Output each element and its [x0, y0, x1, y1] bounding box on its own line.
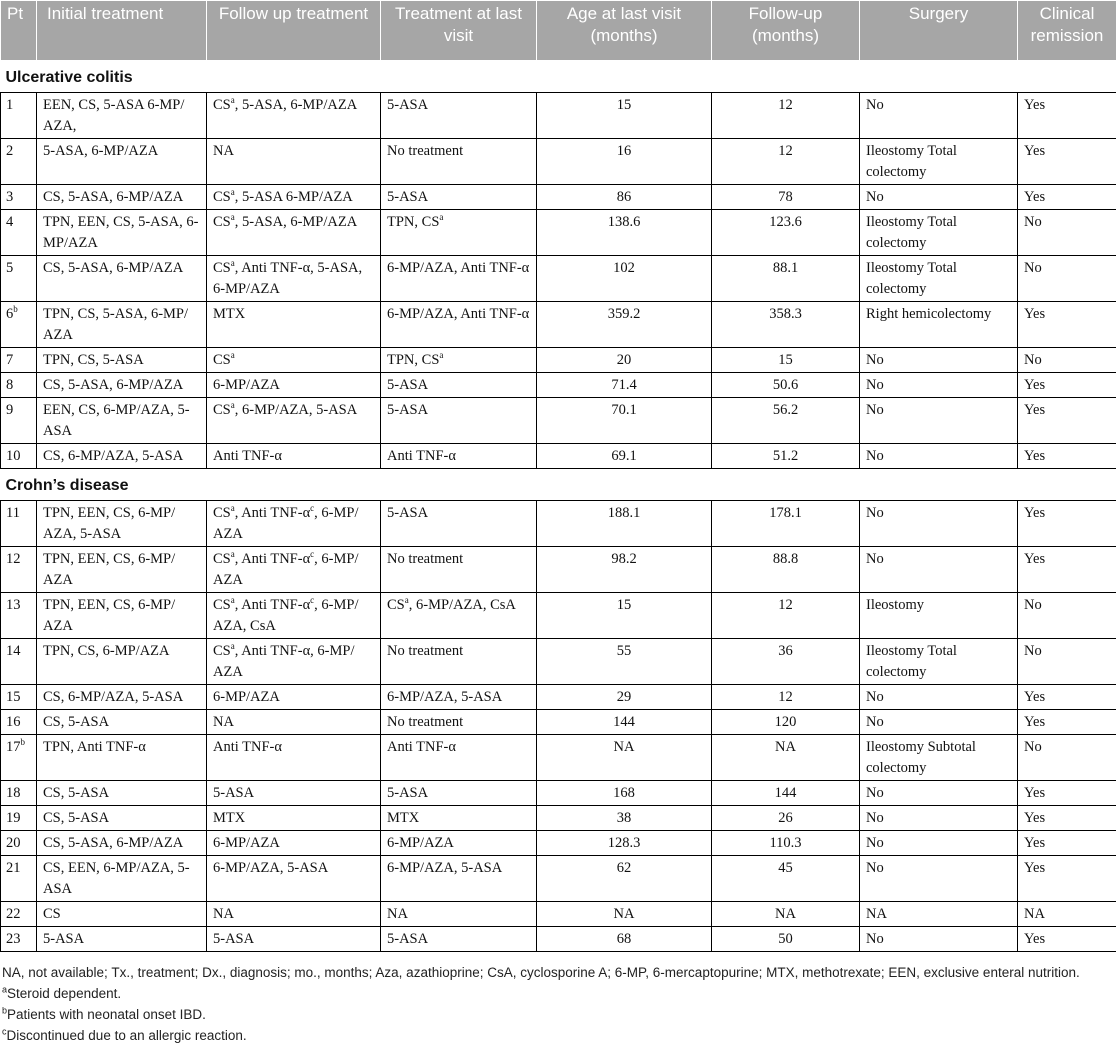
cell-follow: NA: [207, 902, 381, 927]
table-row: [1, 444, 1116, 469]
cell-pt: 16: [1, 710, 37, 735]
cell-age: 86: [537, 185, 712, 210]
cell-surgery: Right hemicolectomy: [860, 302, 1018, 348]
cell-initial: TPN, EEN, CS, 6-MP/ AZA: [37, 547, 207, 593]
cell-fu: 78: [712, 185, 860, 210]
table-row: [1, 210, 1116, 256]
footnote-marker: a: [439, 212, 444, 223]
footnote-marker: a: [230, 400, 235, 411]
cell-age: 144: [537, 710, 712, 735]
cell-initial: TPN, CS, 5-ASA, 6-MP/ AZA: [37, 302, 207, 348]
cell-age: 71.4: [537, 373, 712, 398]
footnote-text: NA, not available; Tx., treatment; Dx., diagnosis; mo., months; Aza, azathioprine; CsA, cyclosporine A; 6-MP, 6-mercaptopurine; MTX, methotrexate; EEN, exclusive enteral nutrition.: [2, 965, 1080, 980]
table-row: [1, 639, 1116, 685]
cell-surgery: Ileostomy Total colectomy: [860, 210, 1018, 256]
cell-pt: 20: [1, 831, 37, 856]
cell-remission: Yes: [1018, 856, 1116, 902]
cell-remission: No: [1018, 256, 1116, 302]
cell-age: 62: [537, 856, 712, 902]
footnote: [2, 1004, 1114, 1025]
footnote-marker: a: [230, 503, 235, 514]
footnote-marker: a: [439, 350, 444, 361]
cell-initial: CS, 5-ASA: [37, 806, 207, 831]
cell-follow: NA: [207, 139, 381, 185]
cell-initial: EEN, CS, 5-ASA 6-MP/ AZA,: [37, 93, 207, 139]
table-row: [1, 302, 1116, 348]
cell-age: 69.1: [537, 444, 712, 469]
cell-surgery: No: [860, 547, 1018, 593]
footnote-mark: a: [2, 984, 8, 995]
footnote-marker: b: [13, 304, 18, 315]
cell-fu: 36: [712, 639, 860, 685]
col-header-follow-up-treatment: Follow up treatment: [207, 1, 381, 61]
cell-last: $CS^a$, 6-MP/AZA, CsA: [381, 593, 537, 639]
cell-initial: TPN, EEN, CS, 5-ASA, 6-MP/AZA: [37, 210, 207, 256]
table-header: [1, 1, 1116, 61]
cell-last: Anti TNF-α: [381, 444, 537, 469]
table-row: [1, 93, 1116, 139]
cell-follow: Anti TNF-α: [207, 444, 381, 469]
cell-follow: MTX: [207, 302, 381, 348]
col-header-clinical-remission: Clinical remission: [1018, 1, 1116, 61]
cell-remission: Yes: [1018, 927, 1116, 952]
cell-age: 188.1: [537, 501, 712, 547]
cell-surgery: No: [860, 501, 1018, 547]
cell-initial: TPN, CS, 6-MP/AZA: [37, 639, 207, 685]
cell-fu: NA: [712, 902, 860, 927]
footnote-marker: a: [230, 187, 235, 198]
cell-pt: 3: [1, 185, 37, 210]
cell-age: 138.6: [537, 210, 712, 256]
col-header-initial-treatment: Initial treatment: [37, 1, 207, 61]
cell-pt: 8: [1, 373, 37, 398]
cell-surgery: No: [860, 831, 1018, 856]
cell-surgery: NA: [860, 902, 1018, 927]
table-row: [1, 501, 1116, 547]
footnote-marker: a: [230, 595, 235, 606]
cell-pt: 21: [1, 856, 37, 902]
cell-age: 70.1: [537, 398, 712, 444]
cell-follow: NA: [207, 710, 381, 735]
cell-follow: $CS^a$, 5-ASA 6-MP/AZA: [207, 185, 381, 210]
cell-follow: $CS^a$, 6-MP/AZA, 5-ASA: [207, 398, 381, 444]
cell-initial: CS, 5-ASA, 6-MP/AZA: [37, 373, 207, 398]
cell-last: No treatment: [381, 547, 537, 593]
header-row: [1, 1, 1116, 61]
cell-remission: No: [1018, 735, 1116, 781]
cell-age: 29: [537, 685, 712, 710]
cell-fu: 12: [712, 139, 860, 185]
footnote-marker: a: [230, 258, 235, 269]
cell-pt: 19: [1, 806, 37, 831]
cell-pt: 1: [1, 93, 37, 139]
cell-remission: Yes: [1018, 806, 1116, 831]
col-header-surgery: Surgery: [860, 1, 1018, 61]
cell-fu: 50: [712, 927, 860, 952]
cell-follow: 6-MP/AZA: [207, 831, 381, 856]
cell-age: NA: [537, 902, 712, 927]
cell-pt: 4: [1, 210, 37, 256]
cell-follow: $CS^a$: [207, 348, 381, 373]
cell-remission: Yes: [1018, 831, 1116, 856]
cell-follow: 6-MP/AZA: [207, 685, 381, 710]
cell-last: 6-MP/AZA, Anti TNF-α: [381, 302, 537, 348]
cell-age: 168: [537, 781, 712, 806]
cell-pt: 22: [1, 902, 37, 927]
cell-surgery: No: [860, 398, 1018, 444]
cell-pt: 10: [1, 444, 37, 469]
cell-last: NA: [381, 902, 537, 927]
cell-age: 55: [537, 639, 712, 685]
cell-pt: 18: [1, 781, 37, 806]
cell-fu: 120: [712, 710, 860, 735]
cell-last: 6-MP/AZA, 5-ASA: [381, 856, 537, 902]
cell-age: 38: [537, 806, 712, 831]
section-title: Ulcerative colitis: [1, 61, 1116, 93]
cell-follow: MTX: [207, 806, 381, 831]
footnote-text: Discontinued due to an allergic reaction.: [6, 1028, 247, 1043]
cell-pt: 17$^b$: [1, 735, 37, 781]
cell-age: 128.3: [537, 831, 712, 856]
cell-pt: 7: [1, 348, 37, 373]
cell-initial: CS: [37, 902, 207, 927]
table-row: [1, 593, 1116, 639]
cell-age: 15: [537, 93, 712, 139]
footnote: [2, 1025, 1114, 1046]
cell-pt: 5: [1, 256, 37, 302]
cell-pt: 9: [1, 398, 37, 444]
footnote-mark: c: [2, 1026, 7, 1037]
cell-fu: 12: [712, 593, 860, 639]
cell-surgery: Ileostomy Total colectomy: [860, 639, 1018, 685]
cell-age: NA: [537, 735, 712, 781]
cell-follow: 5-ASA: [207, 927, 381, 952]
section-header-row: [1, 469, 1116, 501]
cell-surgery: Ileostomy: [860, 593, 1018, 639]
table-row: [1, 710, 1116, 735]
cell-initial: CS, 5-ASA, 6-MP/AZA: [37, 256, 207, 302]
cell-pt: 6$^b$: [1, 302, 37, 348]
table-row: [1, 139, 1116, 185]
cell-remission: No: [1018, 348, 1116, 373]
cell-last: 6-MP/AZA: [381, 831, 537, 856]
cell-fu: 88.1: [712, 256, 860, 302]
table-body: [1, 61, 1116, 952]
cell-remission: Yes: [1018, 710, 1116, 735]
cell-remission: No: [1018, 639, 1116, 685]
footnote-marker: b: [20, 737, 25, 748]
cell-surgery: No: [860, 685, 1018, 710]
cell-initial: 5-ASA: [37, 927, 207, 952]
cell-initial: TPN, Anti TNF-α: [37, 735, 207, 781]
cell-last: 5-ASA: [381, 398, 537, 444]
cell-last: 5-ASA: [381, 93, 537, 139]
cell-fu: NA: [712, 735, 860, 781]
cell-last: TPN, $CS^a$: [381, 348, 537, 373]
cell-remission: Yes: [1018, 398, 1116, 444]
cell-last: 5-ASA: [381, 927, 537, 952]
table-row: [1, 927, 1116, 952]
cell-surgery: No: [860, 348, 1018, 373]
footnote: [2, 983, 1114, 1004]
cell-fu: 123.6: [712, 210, 860, 256]
cell-remission: Yes: [1018, 93, 1116, 139]
cell-age: 68: [537, 927, 712, 952]
cell-remission: Yes: [1018, 139, 1116, 185]
cell-fu: 15: [712, 348, 860, 373]
table-row: [1, 781, 1116, 806]
cell-pt: 23: [1, 927, 37, 952]
cell-surgery: No: [860, 927, 1018, 952]
footnote-marker: a: [230, 641, 235, 652]
cell-surgery: No: [860, 93, 1018, 139]
cell-follow: $CS^a$, Anti TNF-$\alpha^c$, 6-MP/ AZA: [207, 501, 381, 547]
footnote-marker: c: [310, 595, 315, 606]
cell-initial: CS, 5-ASA: [37, 710, 207, 735]
cell-surgery: No: [860, 444, 1018, 469]
cell-last: 5-ASA: [381, 373, 537, 398]
footnote-marker: a: [230, 350, 235, 361]
table-row: [1, 806, 1116, 831]
cell-last: 5-ASA: [381, 185, 537, 210]
cell-surgery: No: [860, 373, 1018, 398]
cell-last: No treatment: [381, 710, 537, 735]
cell-fu: 56.2: [712, 398, 860, 444]
cell-follow: 6-MP/AZA, 5-ASA: [207, 856, 381, 902]
cell-fu: 51.2: [712, 444, 860, 469]
cell-fu: 88.8: [712, 547, 860, 593]
cell-last: MTX: [381, 806, 537, 831]
cell-pt: 11: [1, 501, 37, 547]
col-header-pt: Pt: [1, 1, 37, 61]
cell-initial: CS, 5-ASA, 6-MP/AZA: [37, 831, 207, 856]
cell-last: 5-ASA: [381, 781, 537, 806]
table-row: [1, 735, 1116, 781]
cell-surgery: Ileostomy Total colectomy: [860, 139, 1018, 185]
cell-remission: Yes: [1018, 444, 1116, 469]
cell-last: 6-MP/AZA, 5-ASA: [381, 685, 537, 710]
footnote-marker: a: [230, 95, 235, 106]
cell-follow: $CS^a$, 5-ASA, 6-MP/AZA: [207, 93, 381, 139]
footnote-marker: a: [404, 595, 409, 606]
cell-follow: $CS^a$, Anti TNF-$\alpha^c$, 6-MP/ AZA: [207, 547, 381, 593]
table-row: [1, 398, 1116, 444]
footnote-marker: a: [230, 212, 235, 223]
cell-initial: CS, EEN, 6-MP/AZA, 5- ASA: [37, 856, 207, 902]
cell-fu: 110.3: [712, 831, 860, 856]
footnote: [2, 962, 1114, 983]
footnote-marker: c: [310, 549, 315, 560]
cell-surgery: No: [860, 710, 1018, 735]
cell-remission: Yes: [1018, 501, 1116, 547]
cell-fu: 50.6: [712, 373, 860, 398]
cell-initial: EEN, CS, 6-MP/AZA, 5- ASA: [37, 398, 207, 444]
table-row: [1, 547, 1116, 593]
cell-age: 20: [537, 348, 712, 373]
cell-surgery: No: [860, 781, 1018, 806]
cell-follow: Anti TNF-α: [207, 735, 381, 781]
cell-last: 5-ASA: [381, 501, 537, 547]
cell-last: TPN, $CS^a$: [381, 210, 537, 256]
section-header-row: [1, 61, 1116, 93]
col-header-treatment-last-visit: Treatment at last visit: [381, 1, 537, 61]
cell-fu: 358.3: [712, 302, 860, 348]
section-title: Crohn’s disease: [1, 469, 1116, 501]
table-row: [1, 185, 1116, 210]
cell-fu: 178.1: [712, 501, 860, 547]
cell-follow: $CS^a$, 5-ASA, 6-MP/AZA: [207, 210, 381, 256]
cell-pt: 14: [1, 639, 37, 685]
cell-initial: 5-ASA, 6-MP/AZA: [37, 139, 207, 185]
cell-pt: 2: [1, 139, 37, 185]
cell-remission: Yes: [1018, 302, 1116, 348]
table-row: [1, 856, 1116, 902]
cell-remission: Yes: [1018, 547, 1116, 593]
cell-remission: Yes: [1018, 373, 1116, 398]
cell-pt: 15: [1, 685, 37, 710]
cell-follow: $CS^a$, Anti TNF-α, 5-ASA, 6-MP/AZA: [207, 256, 381, 302]
cell-fu: 26: [712, 806, 860, 831]
cell-initial: CS, 6-MP/AZA, 5-ASA: [37, 685, 207, 710]
cell-last: 6-MP/AZA, Anti TNF-α: [381, 256, 537, 302]
cell-age: 98.2: [537, 547, 712, 593]
cell-initial: CS, 5-ASA: [37, 781, 207, 806]
cell-remission: Yes: [1018, 185, 1116, 210]
cell-surgery: No: [860, 856, 1018, 902]
table-row: [1, 831, 1116, 856]
table-row: [1, 902, 1116, 927]
col-header-age-last-visit: Age at last visit (months): [537, 1, 712, 61]
cell-initial: CS, 5-ASA, 6-MP/AZA: [37, 185, 207, 210]
cell-surgery: No: [860, 185, 1018, 210]
cell-age: 15: [537, 593, 712, 639]
table-row: [1, 373, 1116, 398]
footnote-marker: a: [230, 549, 235, 560]
cell-remission: NA: [1018, 902, 1116, 927]
cell-fu: 12: [712, 93, 860, 139]
cell-surgery: Ileostomy Total colectomy: [860, 256, 1018, 302]
cell-last: No treatment: [381, 139, 537, 185]
cell-fu: 144: [712, 781, 860, 806]
cell-follow: 5-ASA: [207, 781, 381, 806]
cell-initial: TPN, EEN, CS, 6-MP/ AZA: [37, 593, 207, 639]
cell-follow: $CS^a$, Anti TNF-α, 6-MP/ AZA: [207, 639, 381, 685]
col-header-follow-up-months: Follow-up (months): [712, 1, 860, 61]
cell-fu: 12: [712, 685, 860, 710]
cell-age: 102: [537, 256, 712, 302]
cell-age: 16: [537, 139, 712, 185]
footnote-marker: c: [310, 503, 315, 514]
cell-follow: $CS^a$, Anti TNF-$\alpha^c$, 6-MP/ AZA, CsA: [207, 593, 381, 639]
cell-surgery: No: [860, 806, 1018, 831]
cell-remission: No: [1018, 210, 1116, 256]
cell-age: 359.2: [537, 302, 712, 348]
cell-remission: Yes: [1018, 781, 1116, 806]
footnote-text: Steroid dependent.: [7, 986, 122, 1001]
cell-last: Anti TNF-α: [381, 735, 537, 781]
cell-initial: TPN, EEN, CS, 6-MP/ AZA, 5-ASA: [37, 501, 207, 547]
footnote-text: Patients with neonatal onset IBD.: [7, 1007, 206, 1022]
cell-fu: 45: [712, 856, 860, 902]
table-footnotes: [2, 962, 1114, 1046]
cell-surgery: Ileostomy Subtotal colectomy: [860, 735, 1018, 781]
cell-initial: TPN, CS, 5-ASA: [37, 348, 207, 373]
cell-initial: CS, 6-MP/AZA, 5-ASA: [37, 444, 207, 469]
table-row: [1, 256, 1116, 302]
cell-pt: 13: [1, 593, 37, 639]
cell-pt: 12: [1, 547, 37, 593]
cell-follow: 6-MP/AZA: [207, 373, 381, 398]
cell-last: No treatment: [381, 639, 537, 685]
table-row: [1, 348, 1116, 373]
footnote-mark: b: [2, 1005, 8, 1016]
table-row: [1, 685, 1116, 710]
cell-remission: No: [1018, 593, 1116, 639]
cell-remission: Yes: [1018, 685, 1116, 710]
